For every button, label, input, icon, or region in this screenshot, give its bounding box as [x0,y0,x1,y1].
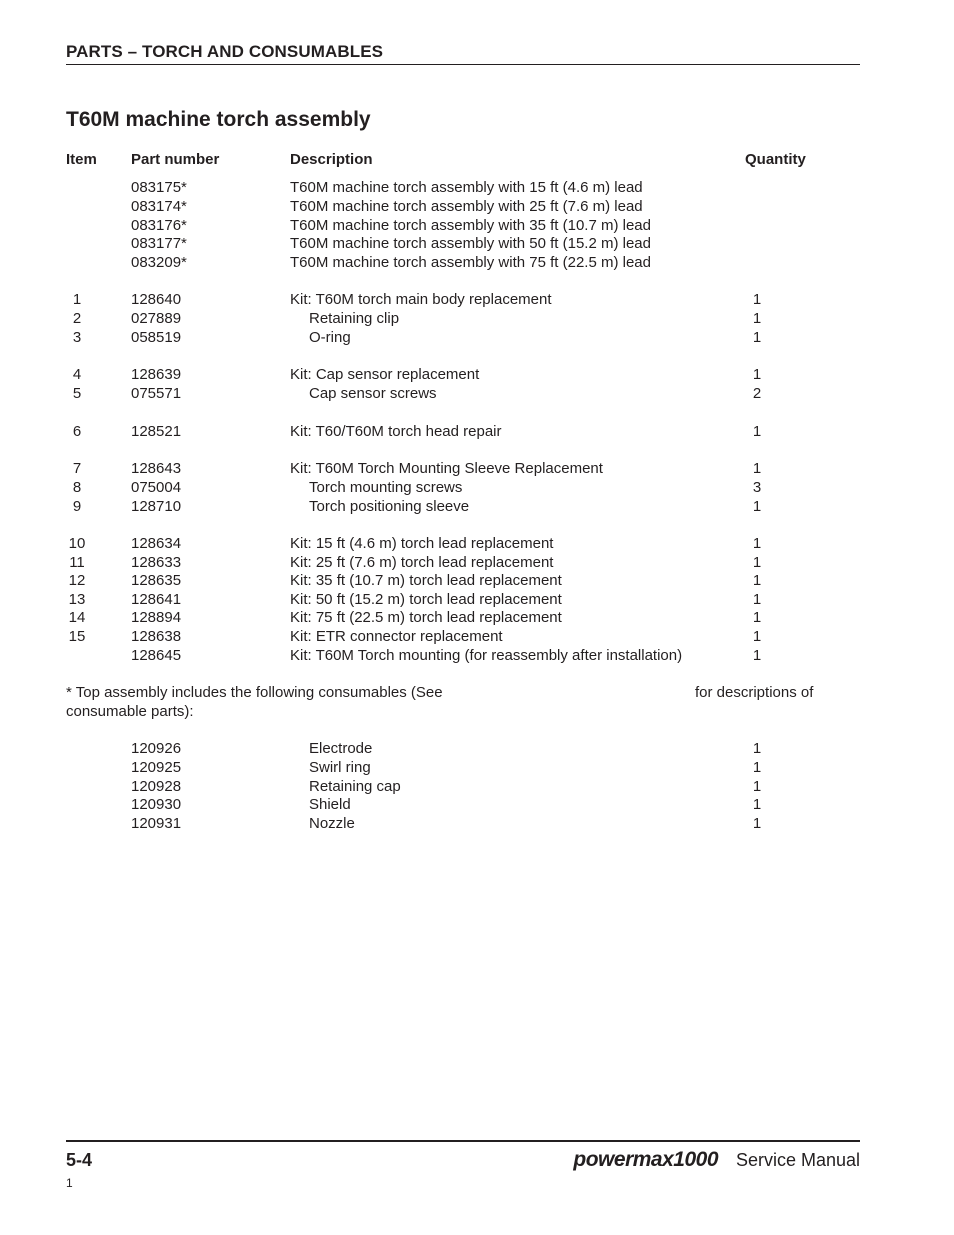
table-header [0,150,954,169]
manual-title: Service Manual [735,1150,860,1170]
table-row [0,253,954,272]
row-quantity: 1 [752,366,762,383]
row-item: 9 [72,498,82,515]
consumable-quantity: 1 [752,815,762,832]
row-part-number: 075004 [131,479,182,496]
consumable-part-number: 120930 [131,796,182,813]
consumable-part-number: 120931 [131,815,182,832]
row-description: Torch mounting screws [309,479,463,496]
page-number: 5-4 [66,1150,93,1170]
consumable-quantity: 1 [752,778,762,795]
table-row [0,197,954,216]
row-description: Kit: 15 ft (4.6 m) torch lead replacement [290,535,554,552]
consumable-description: Retaining cap [309,778,401,795]
table-row [0,216,954,235]
table-row [0,590,954,609]
column-header-description: Description [290,151,373,168]
row-quantity: 1 [752,498,762,515]
row-quantity: 3 [752,479,762,496]
row-quantity: 1 [752,460,762,477]
consumable-row [0,758,954,777]
column-header-quantity: Quantity [745,151,806,168]
row-item: 12 [68,572,86,589]
table-row [0,234,954,253]
row-item: 10 [68,535,86,552]
row-quantity: 1 [752,310,762,327]
footnote-text-continued: for descriptions of [695,684,814,701]
brand-logo: powermax1000 [573,1148,718,1171]
table-row [0,178,954,197]
row-description: Torch positioning sleeve [309,498,470,515]
row-description: T60M machine torch assembly with 25 ft (7.6 m) lead [290,198,643,215]
footer-rule [66,1140,860,1142]
row-part-number: 128635 [131,572,182,589]
row-quantity: 1 [752,572,762,589]
row-part-number: 128640 [131,291,182,308]
row-item: 1 [72,291,82,308]
row-part-number: 128710 [131,498,182,515]
row-quantity: 1 [752,291,762,308]
row-quantity: 1 [752,628,762,645]
consumable-quantity: 1 [752,759,762,776]
row-part-number: 128633 [131,554,182,571]
row-description: T60M machine torch assembly with 75 ft (22.5 m) lead [290,254,651,271]
table-row [0,459,954,478]
table-row [0,422,954,441]
section-header: PARTS – TORCH AND CONSUMABLES [66,42,384,61]
row-quantity: 1 [752,535,762,552]
row-part-number: 083209* [131,254,187,271]
row-description: Kit: 50 ft (15.2 m) torch lead replacement [290,591,562,608]
consumable-row [0,739,954,758]
row-description: T60M machine torch assembly with 35 ft (10.7 m) lead [290,217,651,234]
row-description: T60M machine torch assembly with 15 ft (4.6 m) lead [290,179,643,196]
consumable-row [0,777,954,796]
row-part-number: 128521 [131,423,182,440]
row-part-number: 083176* [131,217,187,234]
row-part-number: 083174* [131,198,187,215]
row-part-number: 083177* [131,235,187,252]
row-quantity: 1 [752,329,762,346]
consumable-quantity: 1 [752,740,762,757]
consumable-description: Nozzle [309,815,355,832]
header-rule [66,64,860,65]
row-description: Cap sensor screws [309,385,437,402]
consumable-description: Shield [309,796,351,813]
row-part-number: 128638 [131,628,182,645]
column-header-item: Item [66,151,97,168]
row-description: Kit: 75 ft (22.5 m) torch lead replacement [290,609,562,626]
consumable-part-number: 120926 [131,740,182,757]
row-item: 13 [68,591,86,608]
table-row [0,571,954,590]
footnote-text-line2: consumable parts): [66,703,194,720]
row-part-number: 128639 [131,366,182,383]
footnote-text: * Top assembly includes the following consumables (See [66,684,443,701]
consumable-part-number: 120925 [131,759,182,776]
row-description: Kit: 25 ft (7.6 m) torch lead replacement [290,554,554,571]
table-row [0,290,954,309]
row-part-number: 128641 [131,591,182,608]
row-item: 4 [72,366,82,383]
footer-small-number: 1 [66,1176,73,1190]
row-part-number: 058519 [131,329,182,346]
consumable-description: Electrode [309,740,373,757]
consumable-row [0,795,954,814]
table-row [0,365,954,384]
row-quantity: 1 [752,609,762,626]
row-quantity: 1 [752,554,762,571]
table-row [0,478,954,497]
row-item: 15 [68,628,86,645]
table-row [0,627,954,646]
row-item: 6 [72,423,82,440]
consumable-description: Swirl ring [309,759,371,776]
row-item: 14 [68,609,86,626]
row-description: Kit: T60M Torch Mounting Sleeve Replacement [290,460,603,477]
row-part-number: 027889 [131,310,182,327]
row-item: 11 [69,554,85,571]
row-description: Kit: Cap sensor replacement [290,366,480,383]
table-row [0,309,954,328]
row-description: Kit: ETR connector replacement [290,628,503,645]
consumable-row [0,814,954,833]
row-description: Retaining clip [309,310,400,327]
column-header-part-number: Part number [131,151,220,168]
row-part-number: 128634 [131,535,182,552]
row-quantity: 1 [752,591,762,608]
row-quantity: 1 [752,647,762,664]
row-item: 7 [72,460,82,477]
row-item: 5 [72,385,82,402]
row-item: 8 [72,479,82,496]
table-row [0,534,954,553]
row-part-number: 083175* [131,179,187,196]
row-description: Kit: T60/T60M torch head repair [290,423,502,440]
table-row [0,646,954,665]
row-item: 3 [72,329,82,346]
row-quantity: 1 [752,423,762,440]
consumable-quantity: 1 [752,796,762,813]
row-description: Kit: 35 ft (10.7 m) torch lead replacement [290,572,562,589]
row-description: Kit: T60M torch main body replacement [290,291,552,308]
consumable-part-number: 120928 [131,778,182,795]
page-title: T60M machine torch assembly [66,108,371,131]
table-row [0,384,954,403]
row-description: Kit: T60M Torch mounting (for reassembly after installation) [290,647,683,664]
table-row [0,553,954,572]
row-quantity: 2 [752,385,762,402]
row-part-number: 128643 [131,460,182,477]
row-item: 2 [72,310,82,327]
row-part-number: 128894 [131,609,182,626]
table-row [0,497,954,516]
row-part-number: 128645 [131,647,182,664]
row-description: O-ring [309,329,351,346]
row-part-number: 075571 [131,385,182,402]
row-description: T60M machine torch assembly with 50 ft (15.2 m) lead [290,235,651,252]
table-row [0,608,954,627]
table-row [0,328,954,347]
